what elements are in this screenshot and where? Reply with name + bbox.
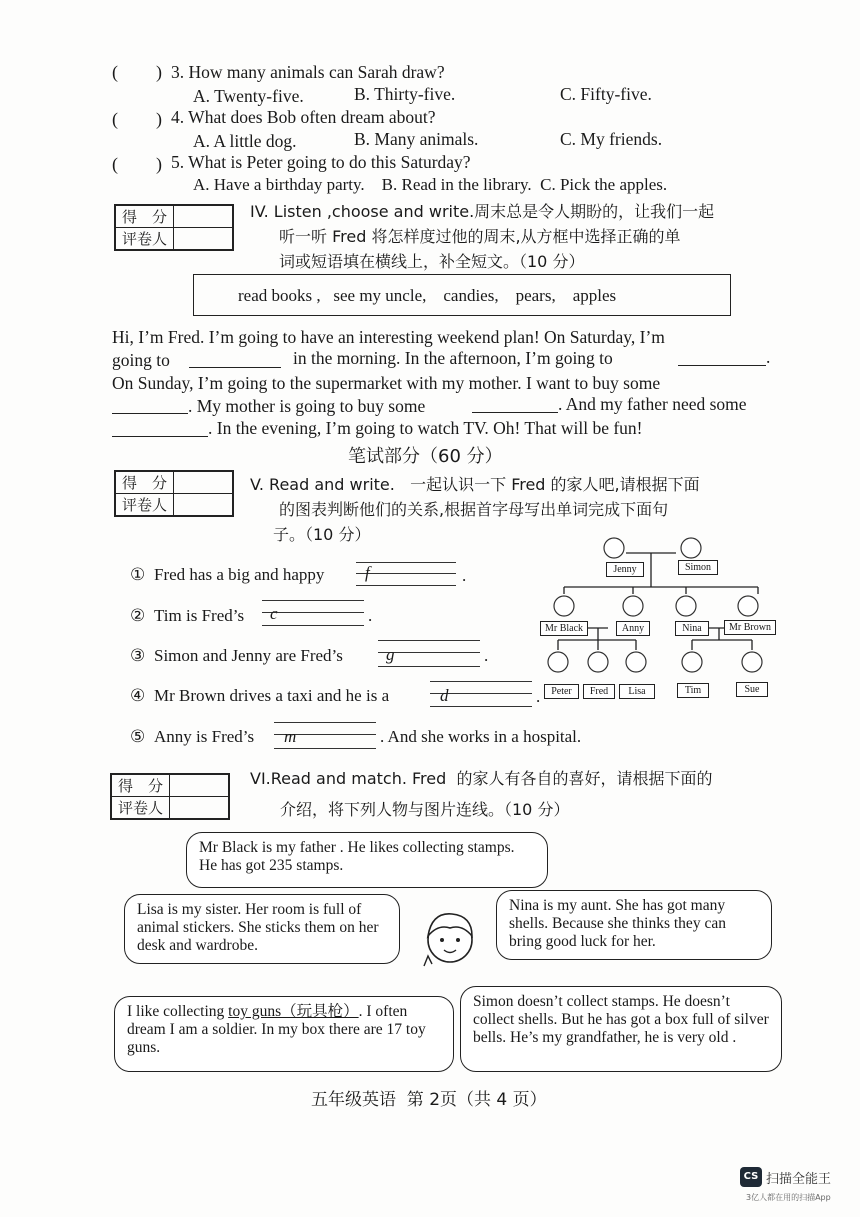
answer-paren-open: ( [112,62,118,82]
family-label-sue: Sue [736,682,768,697]
item-number: ③ [130,646,146,665]
speech-bubble-fred-hobby [114,996,454,1072]
grader-label: 评卷人 [116,494,174,516]
watermark-tagline: 3亿人都在用的扫描App [746,1193,831,1202]
option-c: C. Fifty-five. [560,84,652,104]
blank-5[interactable] [112,435,208,437]
answer-paren-close: ) [156,62,162,82]
first-letter-hint: m [284,727,297,746]
guide-line [356,573,456,574]
option-b: B. Many animals. [354,129,479,149]
bubble-text-post: . I often dream I am a soldier. In my box there are 17 toy guns. [127,1003,426,1056]
family-label-simon: Simon [678,560,718,575]
score-label: 得 分 [116,472,174,494]
score-label: 得 分 [112,775,170,797]
guide-line [274,722,376,723]
answer-paren-open: ( [112,109,118,129]
option-a: A. A little dog. [193,131,297,151]
first-letter-hint: f [365,563,370,582]
item-text: Tim is Fred’s [154,606,245,625]
passage-line-3: On Sunday, I’m going to the supermarket with my mother. I want to buy some [112,373,661,393]
family-tree-lines [536,530,786,702]
guide-line [356,562,456,563]
item-end: . And she works in a hospital. [380,727,582,746]
guide-line [430,681,532,682]
item-end: . [462,566,467,585]
guide-line [262,600,364,601]
item-text: Fred has a big and happy [154,565,325,584]
blank-2[interactable] [678,364,766,366]
guide-line [378,640,480,641]
section-iv-instruction-3: 词或短语填在横线上，补全短文。（10 分） [279,252,585,271]
section-v-instruction-3: 子。（10 分） [273,525,371,544]
speech-bubble-nina: Nina is my aunt. She has got many shells. Because she thinks they can bring good luck for her. [496,890,772,960]
answer-paren-open: ( [112,154,118,174]
family-label-mr-black: Mr Black [540,621,588,636]
item-number: ① [130,565,146,584]
grader-cell[interactable] [170,797,229,819]
score-box-vi [110,773,230,820]
family-label-nina: Nina [675,621,709,636]
family-label-anny: Anny [616,621,650,636]
score-cell[interactable] [170,775,229,797]
first-letter-hint: g [386,645,395,664]
question-stem: 3. How many animals can Sarah draw? [171,62,445,82]
answer-line[interactable] [430,706,532,707]
option-a: A. Twenty-five. [193,86,304,106]
options-line: A. Have a birthday party. B. Read in the library. C. Pick the apples. [193,175,668,194]
first-letter-hint: c [270,604,278,623]
grader-cell[interactable] [174,228,233,250]
grader-label: 评卷人 [112,797,170,819]
grader-cell[interactable] [174,494,233,516]
score-label: 得 分 [116,206,174,228]
page-footer: 五年级英语 第 2页（共 4 页） [311,1090,547,1110]
passage-line-4b: . And my father need some [558,394,747,414]
passage-line-5: . In the evening, I’m going to watch TV. Oh! That will be fun! [208,418,643,438]
answer-line[interactable] [356,585,456,586]
section-iv-instruction-2: 听一听 Fred 将怎样度过他的周末,从方框中选择正确的单 [279,227,681,246]
item-number: ④ [130,686,146,705]
family-label-lisa: Lisa [619,684,655,699]
first-letter-hint: d [440,686,449,705]
speech-bubble-mr-black: Mr Black is my father . He likes collecting stamps. He has got 235 stamps. [186,832,548,888]
section-iv-heading: IV. Listen ,choose and write.周末总是令人期盼的，让我们一起 [250,202,715,221]
family-label-fred: Fred [583,684,615,699]
item-text: Simon and Jenny are Fred’s [154,646,343,665]
item-end: . [484,646,489,665]
answer-paren-close: ) [156,109,162,129]
passage-line-4a: . My mother is going to buy some [188,396,426,416]
answer-paren-close: ) [156,154,162,174]
section-v-instruction-2: 的图表判断他们的关系,根据首字母写出单词完成下面句 [279,500,669,519]
answer-line[interactable] [274,748,376,749]
item-text: Mr Brown drives a taxi and he is a [154,686,390,705]
bubble-text-pre: I like collecting [127,1003,229,1020]
watermark-name: 扫描全能王 [766,1172,832,1187]
item-text: Anny is Fred’s [154,727,255,746]
family-label-mr-brown: Mr Brown [724,620,776,635]
answer-line[interactable] [262,625,364,626]
item-number: ② [130,606,146,625]
score-cell[interactable] [174,206,233,228]
score-box-iv [114,204,234,251]
item-end: . [368,606,373,625]
score-cell[interactable] [174,472,233,494]
section-v-heading: V. Read and write. 一起认识一下 Fred 的家人吧,请根据下面 [250,475,700,494]
item-end: . [536,687,541,706]
blank-4[interactable] [472,411,558,413]
blank-1[interactable] [189,366,281,368]
passage-line-2b: in the morning. In the afternoon, I’m going to [293,348,613,368]
item-number: ⑤ [130,727,146,746]
section-vi-heading: VI.Read and match. Fred 的家人有各自的喜好，请根据下面的 [250,769,713,788]
word-bank: read books , see my uncle, candies, pears, apples [238,286,617,305]
fred-boy-icon [410,900,490,980]
option-b: B. Thirty-five. [354,84,456,104]
passage-line-1: Hi, I’m Fred. I’m going to have an interesting weekend plan! On Saturday, I’m [112,327,665,347]
family-label-jenny: Jenny [606,562,644,577]
passage-line-2a: going to [112,350,170,370]
speech-bubble-simon: Simon doesn’t collect stamps. He doesn’t collect shells. But he has got a box full of silver bells. He’s my grandfather, he is very old . [460,986,782,1072]
section-vi-instruction-2: 介绍，将下列人物与图片连线。（10 分） [280,800,570,819]
option-c: C. My friends. [560,129,663,149]
blank-3[interactable] [112,412,188,414]
camscanner-logo-icon: CS [740,1167,762,1187]
word-bank-box [193,274,731,316]
family-label-tim: Tim [677,683,709,698]
score-box-v [114,470,234,517]
speech-bubble-lisa: Lisa is my sister. Her room is full of animal stickers. She sticks them on her desk and wardrobe. [124,894,400,964]
question-stem: 4. What does Bob often dream about? [171,107,436,127]
grader-label: 评卷人 [116,228,174,250]
family-label-peter: Peter [544,684,579,699]
answer-line[interactable] [378,666,480,667]
written-section-title: 笔试部分（60 分） [348,446,503,467]
question-stem: 5. What is Peter going to do this Saturday? [171,152,471,172]
bubble-text-underlined: toy guns（玩具枪） [228,1003,359,1020]
passage-period: . [766,347,771,367]
